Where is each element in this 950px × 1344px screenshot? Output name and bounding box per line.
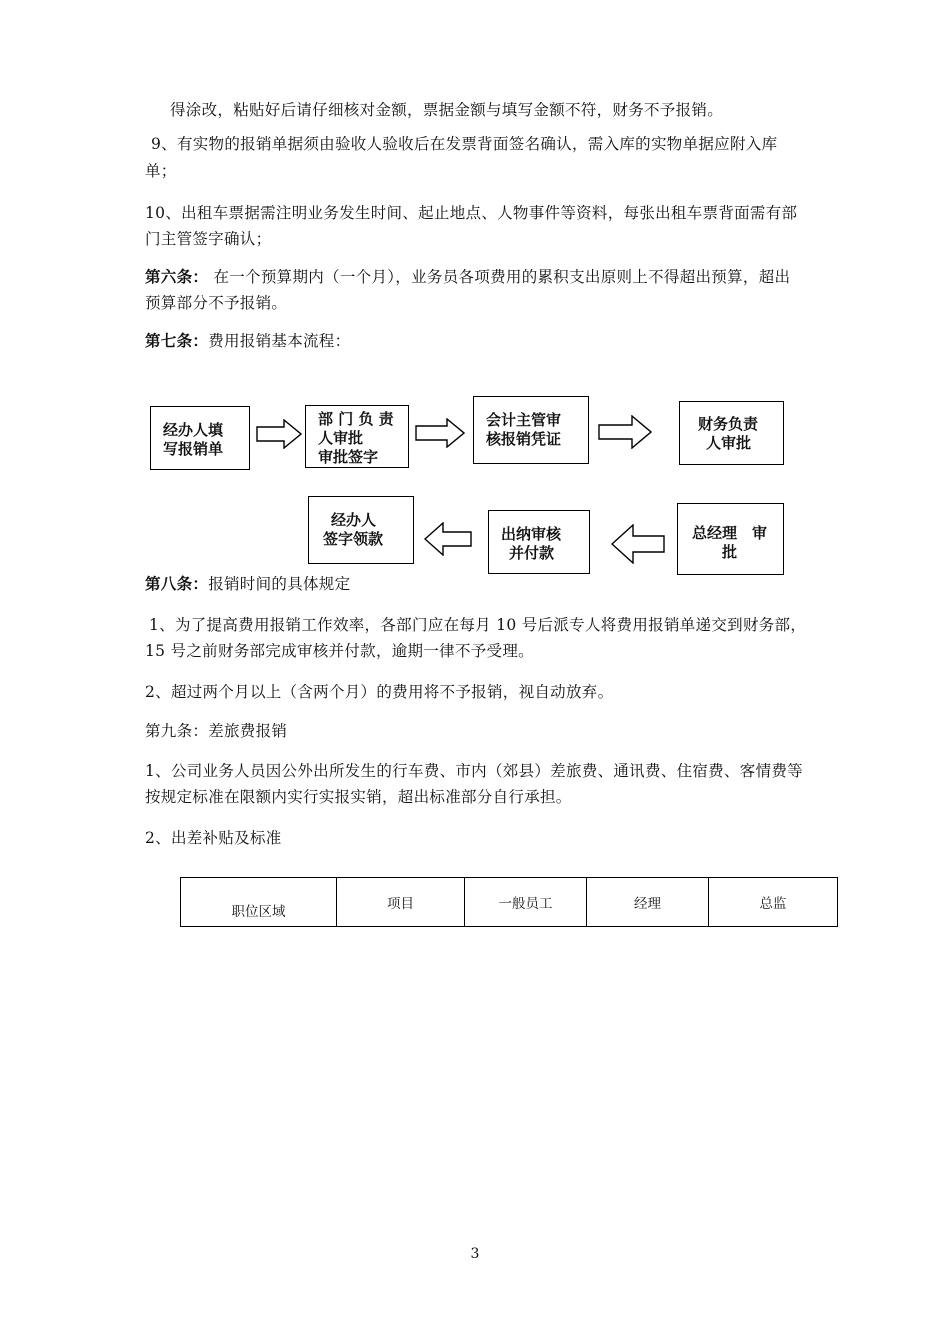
table-header-cell: 职位区域 — [181, 878, 337, 927]
paragraph-item-9: 9、有实物的报销单据须由验收人验收后在发票背面签名确认，需入库的实物单据应附入库 — [151, 135, 778, 153]
travel-allowance-table — [180, 877, 838, 927]
article-8: 第八条：报销时间的具体规定 — [145, 575, 351, 593]
paragraph-8-1-cont: 15 号之前财务部完成审核并付款，逾期一律不予受理。 — [145, 642, 534, 660]
flow-step-fill-form: 经办人填 写报销单 — [150, 406, 250, 470]
flow-step-sign-receive: 经办人 签字领款 — [308, 496, 414, 564]
paragraph-8-2: 2、超过两个月以上（含两个月）的费用将不予报销，视自动放弃。 — [145, 683, 614, 701]
article-6: 第六条： 在一个预算期内（一个月），业务员各项费用的累积支出原则上不得超出预算，超出 — [145, 268, 791, 286]
article-8-label: 第八条： — [145, 575, 209, 593]
flow-step-gm-approval: 总经理 审 批 — [677, 503, 784, 575]
table-header-cell: 总监 — [709, 878, 838, 927]
paragraph-8-1: 1、为了提高费用报销工作效率，各部门应在每月 10 号后派专人将费用报销单递交到财务部， — [149, 616, 807, 634]
right-arrow-icon — [256, 419, 302, 449]
right-arrow-icon — [598, 415, 652, 449]
paragraph-9-1-cont: 按规定标准在限额内实行实报实销，超出标准部分自行承担。 — [145, 788, 572, 806]
left-arrow-icon — [424, 522, 472, 556]
flow-step-dept-approval: 部 门 负 责 人审批 审批签字 — [305, 405, 409, 468]
paragraph-item-10: 10、出租车票据需注明业务发生时间、起止地点、人物事件等资料，每张出租车票背面需有部 — [145, 204, 798, 222]
paragraph-invoice-note: 得涂改，粘贴好后请仔细核对金额，票据金额与填写金额不符，财务不予报销。 — [170, 101, 724, 119]
paragraph-9-1: 1、公司业务人员因公外出所发生的行车费、市内（郊县）差旅费、通讯费、住宿费、客情费等 — [145, 762, 803, 780]
article-7-label: 第七条： — [145, 332, 209, 350]
article-7: 第七条：费用报销基本流程： — [145, 332, 351, 350]
flow-step-finance-approval: 财务负责 人审批 — [679, 401, 784, 465]
table-header-cell: 一般员工 — [465, 878, 587, 927]
table-header-row — [181, 878, 838, 927]
left-arrow-icon — [611, 524, 665, 564]
table-header-cell: 项目 — [337, 878, 465, 927]
article-6-label: 第六条： — [145, 268, 209, 286]
paragraph-9-2: 2、出差补贴及标准 — [145, 829, 282, 847]
paragraph-item-10-cont: 门主管签字确认； — [145, 230, 272, 248]
article-9: 第九条：差旅费报销 — [145, 722, 288, 740]
paragraph-item-9-cont: 单； — [145, 162, 177, 180]
right-arrow-icon — [415, 418, 465, 448]
article-6-cont: 预算部分不予报销。 — [145, 294, 288, 312]
table-header-cell: 经理 — [587, 878, 709, 927]
page-number: 3 — [470, 1246, 480, 1262]
flow-step-accounting-review: 会计主管审 核报销凭证 — [473, 396, 589, 464]
flow-step-cashier-pay: 出纳审核 并付款 — [488, 510, 590, 574]
